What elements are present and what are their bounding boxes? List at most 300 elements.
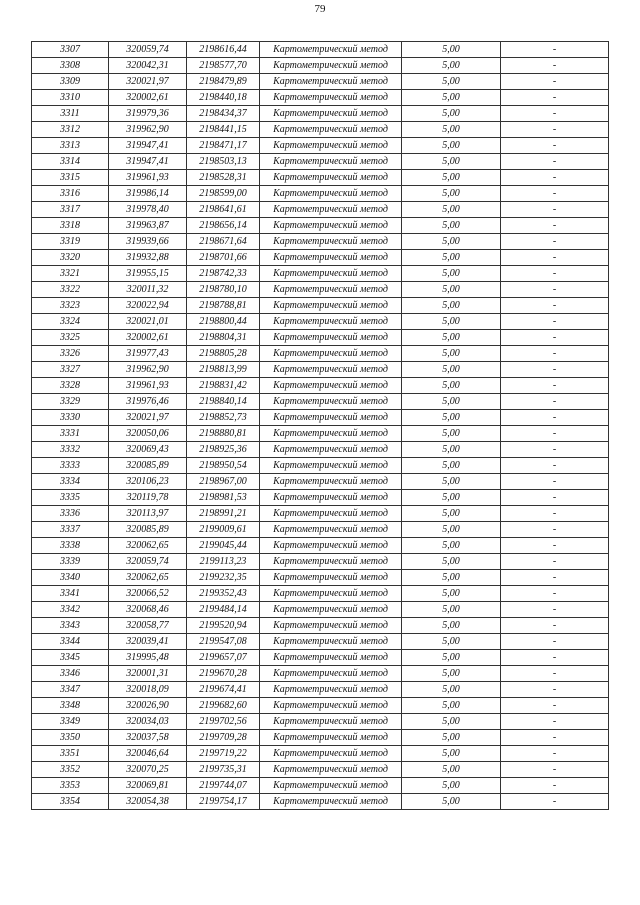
error-cell: 5,00 (402, 730, 501, 746)
y-coordinate-cell: 2198852,73 (187, 410, 260, 426)
error-cell: 5,00 (402, 778, 501, 794)
description-cell: - (501, 570, 609, 586)
point-number-cell: 3344 (32, 634, 109, 650)
point-number-cell: 3327 (32, 362, 109, 378)
error-cell: 5,00 (402, 250, 501, 266)
description-cell: - (501, 266, 609, 282)
error-cell: 5,00 (402, 698, 501, 714)
x-coordinate-cell: 319986,14 (109, 186, 187, 202)
description-cell: - (501, 490, 609, 506)
point-number-cell: 3315 (32, 170, 109, 186)
point-number-cell: 3319 (32, 234, 109, 250)
error-cell: 5,00 (402, 506, 501, 522)
point-number-cell: 3313 (32, 138, 109, 154)
point-number-cell: 3312 (32, 122, 109, 138)
method-cell: Картометрический метод (260, 442, 402, 458)
table-row (32, 250, 609, 266)
error-cell: 5,00 (402, 794, 501, 810)
table-row (32, 634, 609, 650)
x-coordinate-cell: 320001,31 (109, 666, 187, 682)
point-number-cell: 3316 (32, 186, 109, 202)
table-row (32, 442, 609, 458)
method-cell: Картометрический метод (260, 586, 402, 602)
description-cell: - (501, 746, 609, 762)
table-row (32, 282, 609, 298)
description-cell: - (501, 730, 609, 746)
description-cell: - (501, 554, 609, 570)
y-coordinate-cell: 2198599,00 (187, 186, 260, 202)
table-row (32, 762, 609, 778)
error-cell: 5,00 (402, 90, 501, 106)
x-coordinate-cell: 320039,41 (109, 634, 187, 650)
point-number-cell: 3308 (32, 58, 109, 74)
y-coordinate-cell: 2199520,94 (187, 618, 260, 634)
y-coordinate-cell: 2198656,14 (187, 218, 260, 234)
x-coordinate-cell: 320021,97 (109, 410, 187, 426)
method-cell: Картометрический метод (260, 458, 402, 474)
point-number-cell: 3329 (32, 394, 109, 410)
description-cell: - (501, 714, 609, 730)
x-coordinate-cell: 320021,97 (109, 74, 187, 90)
table-row (32, 378, 609, 394)
description-cell: - (501, 634, 609, 650)
table-row (32, 522, 609, 538)
point-number-cell: 3343 (32, 618, 109, 634)
table-row (32, 346, 609, 362)
description-cell: - (501, 218, 609, 234)
y-coordinate-cell: 2199547,08 (187, 634, 260, 650)
point-number-cell: 3314 (32, 154, 109, 170)
description-cell: - (501, 458, 609, 474)
method-cell: Картометрический метод (260, 410, 402, 426)
y-coordinate-cell: 2198805,28 (187, 346, 260, 362)
y-coordinate-cell: 2198441,15 (187, 122, 260, 138)
description-cell: - (501, 74, 609, 90)
x-coordinate-cell: 320069,43 (109, 442, 187, 458)
description-cell: - (501, 346, 609, 362)
point-number-cell: 3323 (32, 298, 109, 314)
description-cell: - (501, 442, 609, 458)
y-coordinate-cell: 2198434,37 (187, 106, 260, 122)
table-row (32, 650, 609, 666)
description-cell: - (501, 474, 609, 490)
x-coordinate-cell: 320106,23 (109, 474, 187, 490)
error-cell: 5,00 (402, 746, 501, 762)
point-number-cell: 3307 (32, 42, 109, 58)
description-cell: - (501, 650, 609, 666)
y-coordinate-cell: 2199709,28 (187, 730, 260, 746)
table-row (32, 426, 609, 442)
y-coordinate-cell: 2198925,36 (187, 442, 260, 458)
x-coordinate-cell: 319947,41 (109, 138, 187, 154)
method-cell: Картометрический метод (260, 90, 402, 106)
table-row (32, 154, 609, 170)
error-cell: 5,00 (402, 666, 501, 682)
point-number-cell: 3339 (32, 554, 109, 570)
error-cell: 5,00 (402, 634, 501, 650)
error-cell: 5,00 (402, 554, 501, 570)
x-coordinate-cell: 320018,09 (109, 682, 187, 698)
point-number-cell: 3311 (32, 106, 109, 122)
point-number-cell: 3322 (32, 282, 109, 298)
description-cell: - (501, 250, 609, 266)
y-coordinate-cell: 2198641,61 (187, 202, 260, 218)
description-cell: - (501, 154, 609, 170)
point-number-cell: 3324 (32, 314, 109, 330)
description-cell: - (501, 538, 609, 554)
x-coordinate-cell: 319962,90 (109, 122, 187, 138)
table-row (32, 106, 609, 122)
method-cell: Картометрический метод (260, 378, 402, 394)
method-cell: Картометрический метод (260, 42, 402, 58)
y-coordinate-cell: 2198950,54 (187, 458, 260, 474)
point-number-cell: 3320 (32, 250, 109, 266)
method-cell: Картометрический метод (260, 474, 402, 490)
method-cell: Картометрический метод (260, 698, 402, 714)
description-cell: - (501, 618, 609, 634)
x-coordinate-cell: 320062,65 (109, 538, 187, 554)
x-coordinate-cell: 319976,46 (109, 394, 187, 410)
y-coordinate-cell: 2198577,70 (187, 58, 260, 74)
x-coordinate-cell: 320022,94 (109, 298, 187, 314)
table-row (32, 506, 609, 522)
method-cell: Картометрический метод (260, 682, 402, 698)
error-cell: 5,00 (402, 106, 501, 122)
method-cell: Картометрический метод (260, 282, 402, 298)
error-cell: 5,00 (402, 170, 501, 186)
description-cell: - (501, 394, 609, 410)
x-coordinate-cell: 320034,03 (109, 714, 187, 730)
description-cell: - (501, 42, 609, 58)
x-coordinate-cell: 320070,25 (109, 762, 187, 778)
description-cell: - (501, 186, 609, 202)
table-row (32, 682, 609, 698)
x-coordinate-cell: 319955,15 (109, 266, 187, 282)
table-row (32, 202, 609, 218)
table-row (32, 58, 609, 74)
method-cell: Картометрический метод (260, 794, 402, 810)
point-number-cell: 3345 (32, 650, 109, 666)
point-number-cell: 3325 (32, 330, 109, 346)
description-cell: - (501, 314, 609, 330)
x-coordinate-cell: 319979,36 (109, 106, 187, 122)
x-coordinate-cell: 320062,65 (109, 570, 187, 586)
error-cell: 5,00 (402, 378, 501, 394)
error-cell: 5,00 (402, 186, 501, 202)
table-row (32, 538, 609, 554)
method-cell: Картометрический метод (260, 490, 402, 506)
table-row (32, 794, 609, 810)
error-cell: 5,00 (402, 314, 501, 330)
error-cell: 5,00 (402, 490, 501, 506)
x-coordinate-cell: 320042,31 (109, 58, 187, 74)
method-cell: Картометрический метод (260, 538, 402, 554)
table-row (32, 714, 609, 730)
x-coordinate-cell: 320046,64 (109, 746, 187, 762)
method-cell: Картометрический метод (260, 394, 402, 410)
y-coordinate-cell: 2199682,60 (187, 698, 260, 714)
error-cell: 5,00 (402, 474, 501, 490)
point-number-cell: 3350 (32, 730, 109, 746)
table-row (32, 410, 609, 426)
y-coordinate-cell: 2199113,23 (187, 554, 260, 570)
description-cell: - (501, 170, 609, 186)
table-row (32, 218, 609, 234)
y-coordinate-cell: 2198880,81 (187, 426, 260, 442)
description-cell: - (501, 666, 609, 682)
x-coordinate-cell: 319961,93 (109, 378, 187, 394)
method-cell: Картометрический метод (260, 170, 402, 186)
error-cell: 5,00 (402, 58, 501, 74)
y-coordinate-cell: 2198479,89 (187, 74, 260, 90)
error-cell: 5,00 (402, 346, 501, 362)
description-cell: - (501, 522, 609, 538)
x-coordinate-cell: 320085,89 (109, 458, 187, 474)
method-cell: Картометрический метод (260, 506, 402, 522)
x-coordinate-cell: 320021,01 (109, 314, 187, 330)
table-row (32, 122, 609, 138)
description-cell: - (501, 762, 609, 778)
description-cell: - (501, 794, 609, 810)
y-coordinate-cell: 2198671,64 (187, 234, 260, 250)
description-cell: - (501, 138, 609, 154)
method-cell: Картометрический метод (260, 202, 402, 218)
description-cell: - (501, 506, 609, 522)
method-cell: Картометрический метод (260, 218, 402, 234)
point-number-cell: 3317 (32, 202, 109, 218)
method-cell: Картометрический метод (260, 234, 402, 250)
point-number-cell: 3342 (32, 602, 109, 618)
y-coordinate-cell: 2198813,99 (187, 362, 260, 378)
y-coordinate-cell: 2199045,44 (187, 538, 260, 554)
table-row (32, 602, 609, 618)
error-cell: 5,00 (402, 570, 501, 586)
y-coordinate-cell: 2199009,61 (187, 522, 260, 538)
point-number-cell: 3338 (32, 538, 109, 554)
method-cell: Картометрический метод (260, 186, 402, 202)
table-row (32, 74, 609, 90)
x-coordinate-cell: 320026,90 (109, 698, 187, 714)
error-cell: 5,00 (402, 282, 501, 298)
description-cell: - (501, 330, 609, 346)
y-coordinate-cell: 2199232,35 (187, 570, 260, 586)
y-coordinate-cell: 2199657,07 (187, 650, 260, 666)
table-row (32, 618, 609, 634)
table-row (32, 266, 609, 282)
error-cell: 5,00 (402, 442, 501, 458)
method-cell: Картометрический метод (260, 362, 402, 378)
x-coordinate-cell: 320002,61 (109, 330, 187, 346)
table-row (32, 362, 609, 378)
method-cell: Картометрический метод (260, 762, 402, 778)
description-cell: - (501, 682, 609, 698)
description-cell: - (501, 378, 609, 394)
method-cell: Картометрический метод (260, 138, 402, 154)
error-cell: 5,00 (402, 330, 501, 346)
table-row (32, 586, 609, 602)
error-cell: 5,00 (402, 42, 501, 58)
method-cell: Картометрический метод (260, 666, 402, 682)
table-row (32, 554, 609, 570)
table-row (32, 234, 609, 250)
description-cell: - (501, 298, 609, 314)
error-cell: 5,00 (402, 202, 501, 218)
x-coordinate-cell: 319961,93 (109, 170, 187, 186)
x-coordinate-cell: 319978,40 (109, 202, 187, 218)
x-coordinate-cell: 320011,32 (109, 282, 187, 298)
y-coordinate-cell: 2198616,44 (187, 42, 260, 58)
y-coordinate-cell: 2199674,41 (187, 682, 260, 698)
point-number-cell: 3340 (32, 570, 109, 586)
y-coordinate-cell: 2198800,44 (187, 314, 260, 330)
x-coordinate-cell: 319977,43 (109, 346, 187, 362)
error-cell: 5,00 (402, 138, 501, 154)
y-coordinate-cell: 2199484,14 (187, 602, 260, 618)
error-cell: 5,00 (402, 426, 501, 442)
y-coordinate-cell: 2198528,31 (187, 170, 260, 186)
error-cell: 5,00 (402, 762, 501, 778)
error-cell: 5,00 (402, 266, 501, 282)
table-row (32, 666, 609, 682)
point-number-cell: 3347 (32, 682, 109, 698)
method-cell: Картометрический метод (260, 730, 402, 746)
method-cell: Картометрический метод (260, 746, 402, 762)
method-cell: Картометрический метод (260, 714, 402, 730)
description-cell: - (501, 426, 609, 442)
method-cell: Картометрический метод (260, 778, 402, 794)
y-coordinate-cell: 2198804,31 (187, 330, 260, 346)
point-number-cell: 3330 (32, 410, 109, 426)
description-cell: - (501, 362, 609, 378)
coordinates-table (31, 41, 609, 810)
point-number-cell: 3354 (32, 794, 109, 810)
y-coordinate-cell: 2198831,42 (187, 378, 260, 394)
error-cell: 5,00 (402, 522, 501, 538)
method-cell: Картометрический метод (260, 634, 402, 650)
description-cell: - (501, 282, 609, 298)
x-coordinate-cell: 319932,88 (109, 250, 187, 266)
description-cell: - (501, 58, 609, 74)
method-cell: Картометрический метод (260, 122, 402, 138)
point-number-cell: 3336 (32, 506, 109, 522)
y-coordinate-cell: 2199744,07 (187, 778, 260, 794)
x-coordinate-cell: 320002,61 (109, 90, 187, 106)
error-cell: 5,00 (402, 74, 501, 90)
point-number-cell: 3341 (32, 586, 109, 602)
point-number-cell: 3348 (32, 698, 109, 714)
table-row (32, 458, 609, 474)
page-number: 79 (314, 3, 326, 15)
table-row (32, 778, 609, 794)
x-coordinate-cell: 320054,38 (109, 794, 187, 810)
y-coordinate-cell: 2198967,00 (187, 474, 260, 490)
table-row (32, 474, 609, 490)
method-cell: Картометрический метод (260, 74, 402, 90)
point-number-cell: 3349 (32, 714, 109, 730)
error-cell: 5,00 (402, 586, 501, 602)
method-cell: Картометрический метод (260, 346, 402, 362)
error-cell: 5,00 (402, 362, 501, 378)
error-cell: 5,00 (402, 650, 501, 666)
method-cell: Картометрический метод (260, 330, 402, 346)
point-number-cell: 3309 (32, 74, 109, 90)
point-number-cell: 3346 (32, 666, 109, 682)
point-number-cell: 3310 (32, 90, 109, 106)
y-coordinate-cell: 2199702,56 (187, 714, 260, 730)
method-cell: Картометрический метод (260, 570, 402, 586)
method-cell: Картометрический метод (260, 602, 402, 618)
method-cell: Картометрический метод (260, 522, 402, 538)
y-coordinate-cell: 2198503,13 (187, 154, 260, 170)
y-coordinate-cell: 2199719,22 (187, 746, 260, 762)
description-cell: - (501, 106, 609, 122)
error-cell: 5,00 (402, 154, 501, 170)
table-row (32, 490, 609, 506)
error-cell: 5,00 (402, 122, 501, 138)
y-coordinate-cell: 2199735,31 (187, 762, 260, 778)
method-cell: Картометрический метод (260, 314, 402, 330)
x-coordinate-cell: 319947,41 (109, 154, 187, 170)
error-cell: 5,00 (402, 234, 501, 250)
point-number-cell: 3351 (32, 746, 109, 762)
description-cell: - (501, 234, 609, 250)
x-coordinate-cell: 319963,87 (109, 218, 187, 234)
method-cell: Картометрический метод (260, 650, 402, 666)
description-cell: - (501, 586, 609, 602)
point-number-cell: 3353 (32, 778, 109, 794)
error-cell: 5,00 (402, 410, 501, 426)
description-cell: - (501, 122, 609, 138)
x-coordinate-cell: 320119,78 (109, 490, 187, 506)
x-coordinate-cell: 320037,58 (109, 730, 187, 746)
y-coordinate-cell: 2199352,43 (187, 586, 260, 602)
table-row (32, 298, 609, 314)
method-cell: Картометрический метод (260, 58, 402, 74)
y-coordinate-cell: 2198840,14 (187, 394, 260, 410)
table-row (32, 42, 609, 58)
point-number-cell: 3318 (32, 218, 109, 234)
table-row (32, 90, 609, 106)
x-coordinate-cell: 320066,52 (109, 586, 187, 602)
error-cell: 5,00 (402, 298, 501, 314)
table-row (32, 394, 609, 410)
x-coordinate-cell: 319995,48 (109, 650, 187, 666)
y-coordinate-cell: 2198991,21 (187, 506, 260, 522)
table-row (32, 314, 609, 330)
table-body (32, 42, 609, 810)
error-cell: 5,00 (402, 218, 501, 234)
y-coordinate-cell: 2198742,33 (187, 266, 260, 282)
x-coordinate-cell: 320050,06 (109, 426, 187, 442)
table-row (32, 730, 609, 746)
y-coordinate-cell: 2198701,66 (187, 250, 260, 266)
method-cell: Картометрический метод (260, 266, 402, 282)
table-row (32, 330, 609, 346)
x-coordinate-cell: 319962,90 (109, 362, 187, 378)
y-coordinate-cell: 2198440,18 (187, 90, 260, 106)
y-coordinate-cell: 2198981,53 (187, 490, 260, 506)
point-number-cell: 3334 (32, 474, 109, 490)
x-coordinate-cell: 320068,46 (109, 602, 187, 618)
error-cell: 5,00 (402, 618, 501, 634)
point-number-cell: 3326 (32, 346, 109, 362)
y-coordinate-cell: 2199754,17 (187, 794, 260, 810)
y-coordinate-cell: 2199670,28 (187, 666, 260, 682)
y-coordinate-cell: 2198471,17 (187, 138, 260, 154)
error-cell: 5,00 (402, 714, 501, 730)
point-number-cell: 3331 (32, 426, 109, 442)
method-cell: Картометрический метод (260, 298, 402, 314)
